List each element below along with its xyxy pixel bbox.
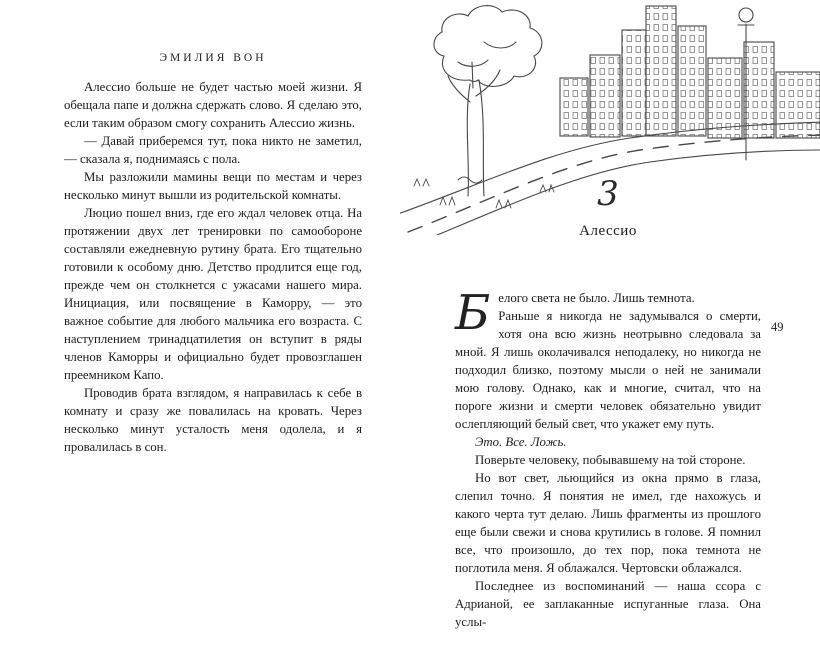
paragraph [455, 285, 761, 341]
right-page-body [455, 285, 761, 631]
buildings-icon [560, 6, 820, 138]
paragraph: Это. Все. Ложь. [475, 435, 567, 449]
paragraph: Люцио пошел вниз, где его ждал человек отца. На протяжении двух лет тренировки по самообороне составляли ежедневную рутину брата. Его тщательно готовили к особому дню. Детство продлится еще год, прежде чем он столкнется с ужасами нашего мира. Инициация, или посвящение в Каморру, — это важное событие для любого мальчика его возраста. С наступлением тринадцатилетия он вступит в ряды членов Каморры и официально будет провозглашен преемником Капо. [64, 206, 362, 382]
paragraph: Последнее из воспоминаний — наша ссора с Адрианой, ее заплаканные испуганные глаза. Она услы- [455, 579, 761, 629]
paragraph: Раньше я никогда не задумывался о смерти, хотя она всю жизнь неотрывно следовала за мной. Я лишь околачивался неподалеку, но никогда не подходил близко, поэтому мысли о ней не занимали мою голову. Однако, как и многие, считал, что на пороге жизни и смерти человек обязательно увидит ослепляющий белый свет, что укажет ему путь. [455, 309, 761, 431]
paragraph: Проводив брата взглядом, я направилась к себе в комнату и сразу же повалилась на кровать. Через несколько минут усталость меня одолела, и я провалилась в сон. [64, 386, 362, 454]
paragraph: — Давай приберемся тут, пока никто не заметил, — сказала я, поднимаясь с пола. [64, 134, 362, 166]
paragraph: Но вот свет, льющийся из окна прямо в глаза, слепил точно. Я понятия не имел, где нахожусь и какого черта тут делаю. Лишь фрагменты из прошлого еще были свежи и снова крутились в голове. Я помнил все, что произошло, до тех пор, пока темнота не поглотила меня. Я облажался. Чертовски облажался. [455, 471, 761, 575]
paragraph: Поверьте человеку, побывавшему на той стороне. [475, 453, 746, 467]
chapter-heading [455, 176, 761, 240]
paragraph: Мы разложили мамины вещи по местам и через несколько минут вышли из родительской комнаты. [64, 170, 362, 202]
author-header: ЭМИЛИЯ ВОН [159, 52, 267, 64]
page-number: 49 [771, 320, 784, 334]
tree-icon [434, 6, 542, 196]
chapter-number: 3 [597, 174, 619, 214]
chapter-title: Алессио [579, 223, 637, 239]
paragraph: Алессио больше не будет частью моей жизни. Я обещала папе и должна сдержать слово. Я сделаю это, если таким образом смогу сохранить Алессио жизнь. [64, 80, 362, 130]
paragraph-text: елого света не было. Лишь темнота. [498, 291, 695, 305]
drop-cap: Б [455, 285, 491, 341]
left-page-body [64, 78, 362, 456]
